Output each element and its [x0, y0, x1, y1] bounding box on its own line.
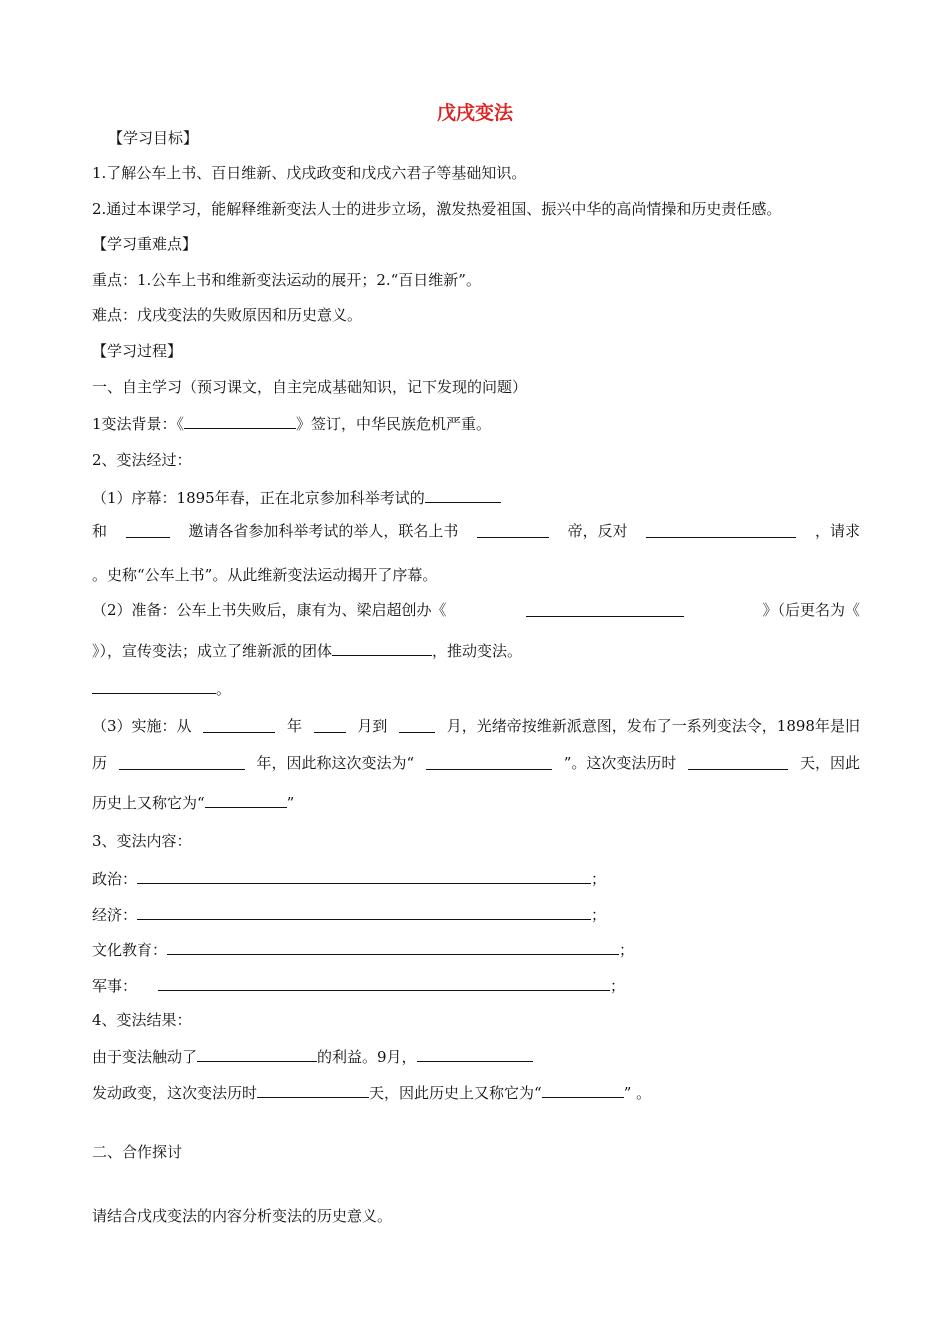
- fill-blank[interactable]: [158, 973, 610, 991]
- prelude-line-1: [92, 485, 501, 509]
- text: （1）序幕：1895年春，正在北京参加科举考试的: [92, 489, 425, 507]
- fill-blank[interactable]: [646, 520, 796, 538]
- text: 发动政变，这次变法历时: [92, 1084, 258, 1102]
- background-line: [92, 411, 491, 435]
- text: 的利益。9月，: [317, 1048, 417, 1066]
- preparation-line-1: [92, 599, 860, 621]
- fill-blank[interactable]: [526, 599, 684, 617]
- prelude-line-2: [92, 520, 860, 542]
- text: 历: [92, 754, 108, 772]
- section-2-heading: 二、合作探讨: [92, 1143, 183, 1161]
- result-line-2: [92, 1080, 651, 1104]
- text: ” 。: [623, 1084, 652, 1102]
- implementation-line-1: [92, 715, 860, 737]
- result-heading: 4、变法结果：: [92, 1011, 192, 1029]
- text: 由于变法触动了: [92, 1048, 198, 1066]
- culture-line: [92, 937, 634, 961]
- fill-blank[interactable]: [426, 752, 552, 770]
- fill-blank[interactable]: [184, 411, 296, 429]
- result-line-1: [92, 1044, 533, 1068]
- text: 天，因此: [799, 754, 860, 772]
- economy-line: [92, 902, 606, 926]
- fill-blank[interactable]: [197, 1044, 317, 1062]
- text: ；: [591, 870, 607, 888]
- content-heading: 3、变法内容：: [92, 832, 192, 850]
- preparation-line-2: [92, 638, 522, 662]
- text: 历史上又称它为“: [92, 794, 205, 812]
- text: 。: [216, 680, 232, 698]
- text: 》（后更名为《: [762, 601, 860, 619]
- text: 军事：: [92, 977, 138, 995]
- fill-blank[interactable]: [137, 902, 591, 920]
- text: 》签订，中华民族危机严重。: [296, 415, 492, 433]
- discussion-question: 请结合戊戌变法的内容分析变法的历史意义。: [92, 1207, 393, 1225]
- fill-blank[interactable]: [332, 638, 432, 656]
- fill-blank[interactable]: [688, 752, 788, 770]
- section-1-heading: 一、自主学习（预习课文，自主完成基础知识，记下发现的问题）: [92, 378, 528, 396]
- text: 文化教育：: [92, 941, 168, 959]
- prelude-line-3: 。史称“公车上书”。从此维新变法运动揭开了序幕。: [92, 566, 438, 584]
- fill-blank[interactable]: [425, 485, 501, 503]
- text: 》），宣传变法；成立了维新派的团体: [92, 642, 333, 660]
- text: 月，光绪帝按维新派意图，发布了一系列变法令，1898年是旧: [446, 717, 860, 735]
- fill-blank[interactable]: [417, 1044, 533, 1062]
- fill-blank[interactable]: [205, 790, 287, 808]
- process-heading: 2、变法经过：: [92, 451, 192, 469]
- text: 帝，反对: [567, 522, 628, 540]
- heading-key-difficult: 【学习重难点】: [92, 235, 198, 253]
- fill-blank[interactable]: [119, 752, 245, 770]
- text: 政治：: [92, 870, 138, 888]
- text: 年，因此称这次变法为“: [256, 754, 415, 772]
- fill-blank[interactable]: [203, 715, 275, 733]
- fill-blank[interactable]: [314, 715, 346, 733]
- text: （3）实施：从: [92, 717, 192, 735]
- text: ；: [610, 977, 626, 995]
- text: ；: [619, 941, 635, 959]
- text: 经济：: [92, 906, 138, 924]
- text: （2）准备：公车上书失败后，康有为、梁启超创办《: [92, 601, 447, 619]
- text: ；: [591, 906, 607, 924]
- text: 天，因此历史上又称它为“: [369, 1084, 542, 1102]
- preparation-line-3: [92, 676, 231, 700]
- text: 和: [92, 522, 108, 540]
- key-points: 重点：1.公车上书和维新变法运动的展开；2.“百日维新”。: [92, 271, 481, 289]
- fill-blank[interactable]: [257, 1080, 369, 1098]
- military-line: [92, 973, 625, 997]
- fill-blank[interactable]: [477, 520, 549, 538]
- politics-line: [92, 866, 606, 890]
- text: 1变法背景：《: [92, 415, 185, 433]
- difficult-points: 难点：戊戌变法的失败原因和历史意义。: [92, 306, 363, 324]
- fill-blank[interactable]: [126, 520, 170, 538]
- text: ”: [286, 794, 295, 812]
- heading-process: 【学习过程】: [92, 342, 183, 360]
- objective-1: 1.了解公车上书、百日维新、戊戌政变和戊戌六君子等基础知识。: [92, 164, 527, 182]
- text: 月到: [357, 717, 388, 735]
- text: 邀请各省参加科举考试的举人，联名上书: [188, 522, 459, 540]
- fill-blank[interactable]: [542, 1080, 624, 1098]
- implementation-line-2: [92, 752, 860, 774]
- text: ，请求: [814, 522, 860, 540]
- heading-objectives: 【学习目标】: [108, 129, 199, 147]
- objective-2: 2.通过本课学习，能解释维新变法人士的进步立场，激发热爱祖国、振兴中华的高尚情操和历史责任感。: [92, 200, 782, 218]
- fill-blank[interactable]: [137, 866, 591, 884]
- text: 年: [286, 717, 302, 735]
- fill-blank[interactable]: [92, 676, 216, 694]
- fill-blank[interactable]: [399, 715, 435, 733]
- text: ”。这次变法历时: [563, 754, 677, 772]
- fill-blank[interactable]: [167, 937, 619, 955]
- implementation-line-3: [92, 790, 294, 814]
- text: ，推动变法。: [432, 642, 523, 660]
- document-title: 戊戌变法: [436, 102, 513, 124]
